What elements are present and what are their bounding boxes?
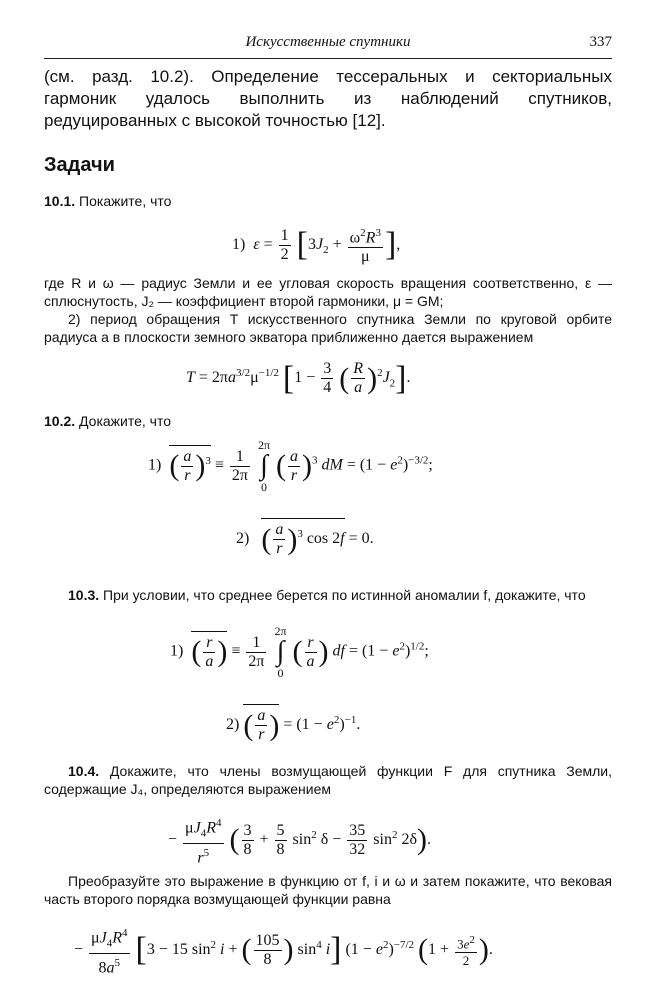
item-label: 1) <box>170 642 184 660</box>
problem-number: 10.3. <box>68 587 100 603</box>
problem-10-1-explanation: где R и ω — радиус Земли и ее угловая скорость вращения соответственно, ε — сплюснутость, J₂ — коэффициент второй гармоники, μ = GM; <box>44 275 612 309</box>
problem-10-3-statement <box>44 586 612 604</box>
intro-paragraph: (см. разд. 10.2). Определение тессеральных и секториальных гармоник удалось выполнить из наблюдений спутников, редуцированных с высокой точностью [12]. <box>44 67 612 130</box>
problem-10-4-text2: Преобразуйте это выражение в функцию от f, i и ω и затем покажите, что вековая часть второго порядка возмущающей функции равна <box>44 873 612 907</box>
problem-10-4-statement <box>44 762 612 798</box>
formula-10-1-1: 1) ε = $\frac{1}{2}$ [$3J_2$ + $\frac{\omega^2R^3}{\mu}$ ], <box>232 224 400 266</box>
item-label: 2) <box>236 530 250 548</box>
problem-text: Покажите, что <box>79 193 172 209</box>
problem-10-2-statement <box>44 412 612 430</box>
formula-10-4-1: − $\frac{\mu J_4R^4}{r^5}$ ( $\frac{3}{8}$ + $\frac{5}{8}$ $\sin^2 \delta$ − $\frac{35}{32}$ $\sin^2 2\delta$). <box>168 814 431 867</box>
item-label: 1) <box>148 456 162 474</box>
problem-10-1-item2: 2) период обращения T искусственного спутника Земли по круговой орбите радиуса a в плоскости земного экватора приближенно дается выражением <box>44 311 612 345</box>
page-number: 337 <box>589 34 612 50</box>
problem-number: 10.1. <box>44 193 76 209</box>
header-title: Искусственные спутники <box>245 34 411 50</box>
problem-number: 10.2. <box>44 413 76 429</box>
problem-text: Докажите, что <box>79 413 172 429</box>
formula-10-2-1: 1) ( $\frac{a}{r}$ )$^3$ ≡ $\frac{1}{2\pi}$ 2π ∫ 0 ( $\frac{a}{r}$ )$^3$ dM = $(1 - e^2)^{-3/2}$; <box>148 438 433 494</box>
problem-text: Докажите, что члены возмущающей функции F для спутника Земли, содержащие J₄, определяются выражением <box>44 763 613 797</box>
item-label: 2) <box>226 716 240 734</box>
formula-10-4-2: − $\frac{\mu J_4R^4}{8a^5}$ [3 − 15 $\sin^2 i$ + ( $\frac{105}{8}$ ) $\sin^4 i$] $(1 - e^2)^{-7/2}$ (1 + $\frac{3e^2}{2}$ ). <box>74 924 493 977</box>
running-header <box>44 34 612 56</box>
formula-10-3-2: 2) ( $\frac{a}{r}$ ) = $(1 - e^2)^{-1}$. <box>226 704 360 744</box>
problem-10-1-statement <box>44 192 612 210</box>
formula-10-3-1: 1) ( $\frac{r}{a}$ ) ≡ $\frac{1}{2\pi}$ 2π ∫ 0 ( $\frac{r}{a}$ ) df = $(1 - e^2)^{1/2}$; <box>170 624 429 680</box>
formula-10-2-2: 2) ( $\frac{a}{r}$ )$^3$ cos 2f = 0. <box>236 518 374 558</box>
item-label: 1) <box>232 235 246 253</box>
header-rule <box>44 58 612 59</box>
formula-10-1-2: $T = 2\pi a^{3/2}\mu^{-1/2}$ [1 − $\frac{3}{4}$ ( $\frac{R}{a}$ )$^2J_2$]. <box>186 359 411 397</box>
problem-text: При условии, что среднее берется по истинной аномалии f, докажите, что <box>103 587 586 603</box>
problem-number: 10.4. <box>68 763 100 779</box>
section-title: Задачи <box>44 154 115 176</box>
